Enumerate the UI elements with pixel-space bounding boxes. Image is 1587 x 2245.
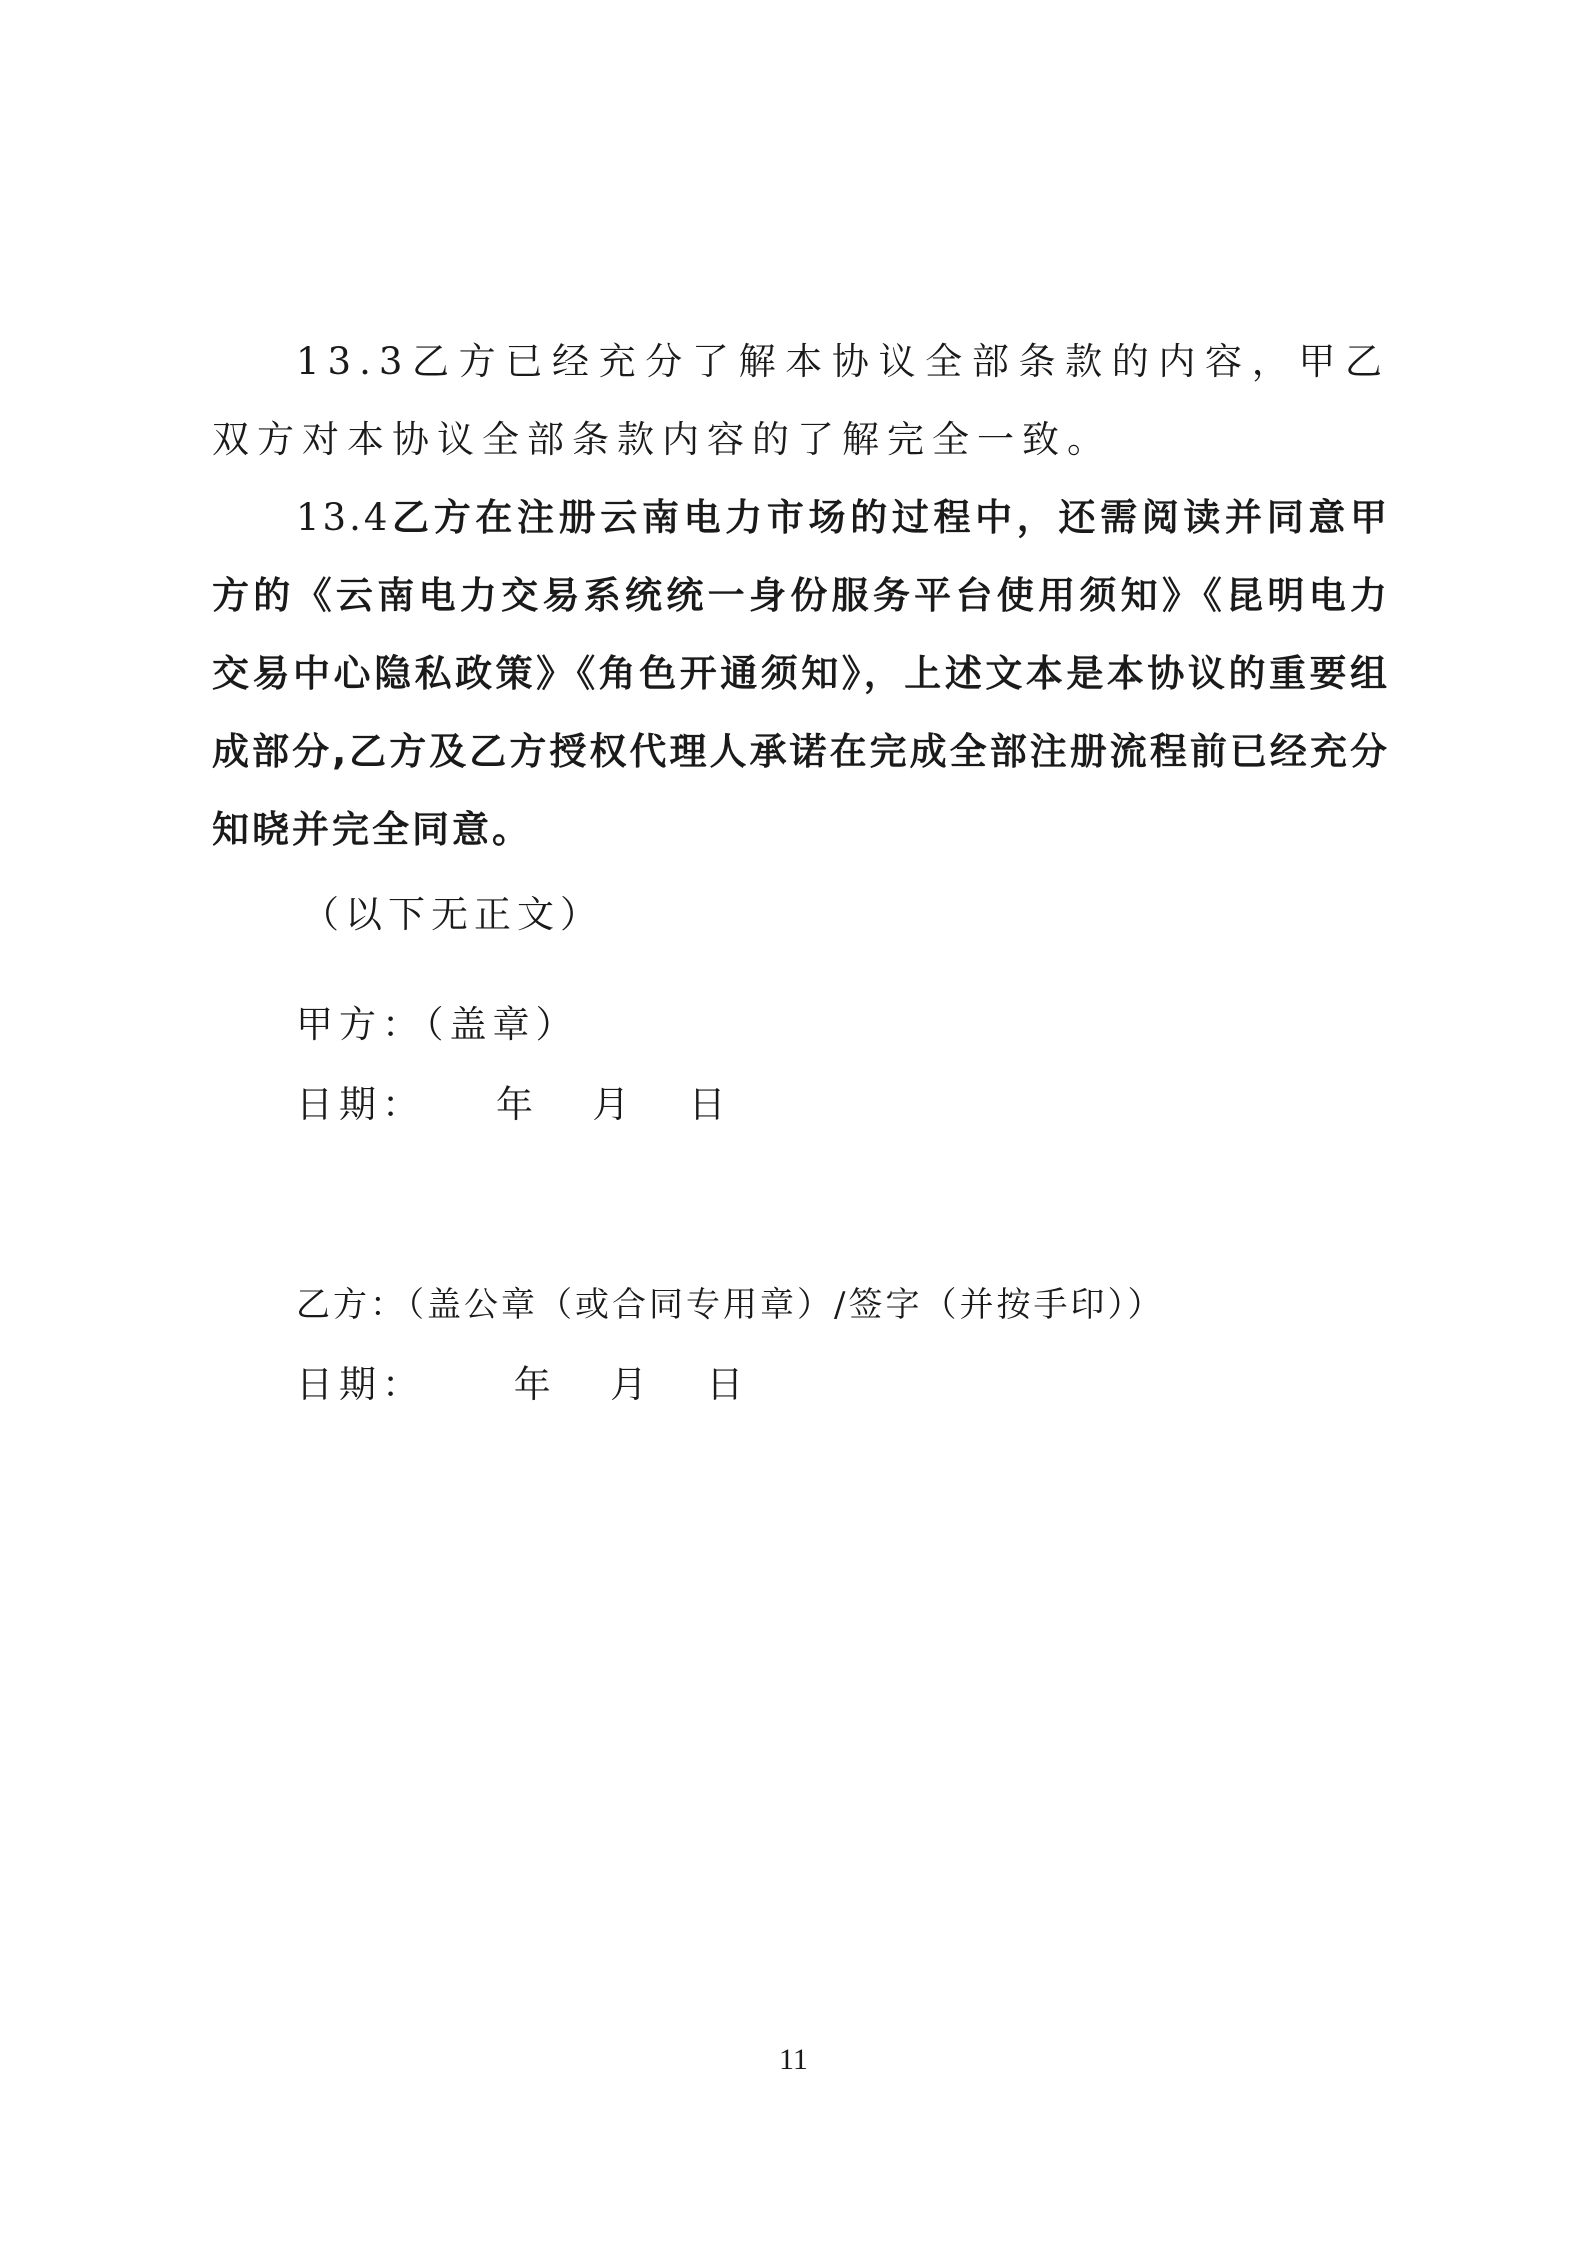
clause-number: 13.4 xyxy=(296,496,391,539)
clause-13-4 xyxy=(212,479,1390,869)
clause-text: 乙方在注册云南电力市场的过程中，还需阅读并同意甲方的《云南电力交易系统统一身份服务平台使用须知》《昆明电力交易中心隐私政策》《角色开通须知》，上述文本是本协议的重要组成部分,乙方及乙方授权代理人承诺在完成全部注册流程前已经充分知晓并完全同意。 xyxy=(212,496,1390,851)
page-number: 11 xyxy=(779,2043,808,2076)
party-a-date-line: 日期： 年 月 日 xyxy=(296,1083,732,1126)
clause-text: 乙方已经充分了解本协议全部条款的内容，甲乙双方对本协议全部条款内容的了解完全一致。 xyxy=(212,340,1390,461)
party-b-seal-line: 乙方：（盖公章（或合同专用章）/签字（并按手印）） xyxy=(296,1285,1165,1325)
no-further-text-note: （以下无正文） xyxy=(302,893,603,936)
party-b-date-line: 日期： 年 月 日 xyxy=(296,1363,750,1406)
party-a-seal-line: 甲方：（盖章） xyxy=(296,1003,579,1046)
clause-number: 13.3 xyxy=(296,340,411,383)
clause-13-3 xyxy=(212,323,1390,479)
